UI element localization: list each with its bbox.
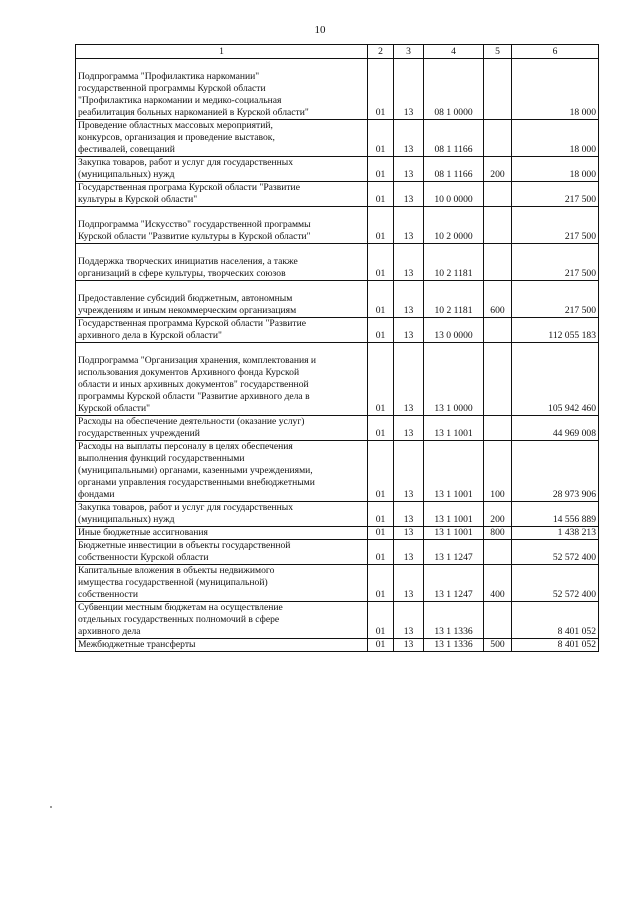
expense-type-code <box>484 540 512 565</box>
table-row <box>76 602 599 639</box>
section-code: 01 <box>368 602 394 639</box>
target-article-code: 08 1 1166 <box>424 157 484 182</box>
table-row <box>76 182 599 207</box>
subsection-code: 13 <box>394 244 424 281</box>
table-row <box>76 59 599 120</box>
expense-name: Расходы на выплаты персоналу в целях обеспечения выполнения функций государственными (муниципальными) органами, казенными учреждениями, органами управления государственными внебюджетными фондами <box>76 441 368 502</box>
expense-name: Закупка товаров, работ и услуг для государственных (муниципальных) нужд <box>76 157 368 182</box>
expense-type-code <box>484 120 512 157</box>
amount: 217 500 <box>512 281 599 318</box>
expense-name: Подпрограмма "Искусство" государственной программы Курской области "Развитие культуры в Курской области" <box>76 207 368 244</box>
expense-name: Субвенции местным бюджетам на осуществление отдельных государственных полномочий в сфере архивного дела <box>76 602 368 639</box>
target-article-code: 13 1 1247 <box>424 540 484 565</box>
expense-type-code: 400 <box>484 565 512 602</box>
target-article-code: 13 1 1336 <box>424 602 484 639</box>
target-article-code: 10 0 0000 <box>424 182 484 207</box>
target-article-code: 10 2 1181 <box>424 281 484 318</box>
amount: 105 942 460 <box>512 343 599 416</box>
target-article-code: 13 1 1001 <box>424 441 484 502</box>
expense-type-code <box>484 207 512 244</box>
header-row <box>76 45 599 59</box>
expense-type-code <box>484 182 512 207</box>
table-row <box>76 244 599 281</box>
expense-name: Бюджетные инвестиции в объекты государственной собственности Курской области <box>76 540 368 565</box>
section-code: 01 <box>368 244 394 281</box>
page-number: 10 <box>314 24 326 36</box>
target-article-code: 08 1 0000 <box>424 59 484 120</box>
target-article-code: 10 2 1181 <box>424 244 484 281</box>
amount: 14 556 889 <box>512 502 599 527</box>
expense-type-code: 800 <box>484 527 512 540</box>
amount: 44 969 008 <box>512 416 599 441</box>
section-code: 01 <box>368 318 394 343</box>
section-code: 01 <box>368 182 394 207</box>
expense-name: Предоставление субсидий бюджетным, автономным учреждениям и иным некоммерческим организациям <box>76 281 368 318</box>
amount: 52 572 400 <box>512 565 599 602</box>
section-code: 01 <box>368 441 394 502</box>
scan-speck <box>50 806 52 808</box>
subsection-code: 13 <box>394 540 424 565</box>
expense-name: Капитальные вложения в объекты недвижимого имущества государственной (муниципальной) собственности <box>76 565 368 602</box>
subsection-code: 13 <box>394 120 424 157</box>
section-code: 01 <box>368 120 394 157</box>
target-article-code: 13 1 1001 <box>424 416 484 441</box>
table-row <box>76 343 599 416</box>
section-code: 01 <box>368 502 394 527</box>
subsection-code: 13 <box>394 502 424 527</box>
expense-type-code <box>484 244 512 281</box>
expense-type-code <box>484 343 512 416</box>
expense-name: Проведение областных массовых мероприятий, конкурсов, организация и проведение выставок, фестивалей, совещаний <box>76 120 368 157</box>
section-code: 01 <box>368 343 394 416</box>
expense-name: Государственная програма Курской области "Развитие культуры в Курской области" <box>76 182 368 207</box>
table-row <box>76 157 599 182</box>
expense-type-code: 200 <box>484 157 512 182</box>
amount: 217 500 <box>512 207 599 244</box>
amount: 52 572 400 <box>512 540 599 565</box>
expense-name: Иные бюджетные ассигнования <box>76 527 368 540</box>
table-row <box>76 565 599 602</box>
table-row <box>76 318 599 343</box>
subsection-code: 13 <box>394 182 424 207</box>
expense-name: Подпрограмма "Профилактика наркомании" государственной программы Курской области "Профилактика наркомании и медико-социальная реабилитация больных наркоманией в Курской области" <box>76 59 368 120</box>
header-col-3: 3 <box>394 45 424 59</box>
target-article-code: 13 1 1001 <box>424 502 484 527</box>
subsection-code: 13 <box>394 416 424 441</box>
table-row <box>76 281 599 318</box>
expense-type-code: 200 <box>484 502 512 527</box>
section-code: 01 <box>368 59 394 120</box>
table-row <box>76 416 599 441</box>
section-code: 01 <box>368 281 394 318</box>
header-col-6: 6 <box>512 45 599 59</box>
subsection-code: 13 <box>394 281 424 318</box>
expense-type-code <box>484 602 512 639</box>
table-row <box>76 441 599 502</box>
section-code: 01 <box>368 157 394 182</box>
header-col-4: 4 <box>424 45 484 59</box>
subsection-code: 13 <box>394 343 424 416</box>
expense-name: Расходы на обеспечение деятельности (оказание услуг) государственных учреждений <box>76 416 368 441</box>
expense-type-code: 100 <box>484 441 512 502</box>
amount: 18 000 <box>512 157 599 182</box>
subsection-code: 13 <box>394 639 424 652</box>
expense-name: Подпрограмма "Организация хранения, комплектования и использования документов Архивного фонда Курской области и иных архивных документов" государственной программы Курской области "Развитие архивного дела в Курской области" <box>76 343 368 416</box>
amount: 28 973 906 <box>512 441 599 502</box>
subsection-code: 13 <box>394 527 424 540</box>
amount: 8 401 052 <box>512 639 599 652</box>
subsection-code: 13 <box>394 59 424 120</box>
header-col-5: 5 <box>484 45 512 59</box>
table-row <box>76 527 599 540</box>
expense-type-code: 600 <box>484 281 512 318</box>
expense-name: Государственная программа Курской области "Развитие архивного дела в Курской области" <box>76 318 368 343</box>
section-code: 01 <box>368 565 394 602</box>
table-row <box>76 120 599 157</box>
budget-table <box>75 44 599 652</box>
table-row <box>76 639 599 652</box>
expense-name: Поддержка творческих инициатив населения, а также организаций в сфере культуры, творческих союзов <box>76 244 368 281</box>
section-code: 01 <box>368 527 394 540</box>
target-article-code: 08 1 1166 <box>424 120 484 157</box>
amount: 217 500 <box>512 244 599 281</box>
table-row <box>76 502 599 527</box>
target-article-code: 13 1 1001 <box>424 527 484 540</box>
subsection-code: 13 <box>394 441 424 502</box>
table-row <box>76 207 599 244</box>
amount: 18 000 <box>512 59 599 120</box>
expense-type-code <box>484 318 512 343</box>
expense-name: Межбюджетные трансферты <box>76 639 368 652</box>
target-article-code: 13 0 0000 <box>424 318 484 343</box>
expense-name: Закупка товаров, работ и услуг для государственных (муниципальных) нужд <box>76 502 368 527</box>
amount: 1 438 213 <box>512 527 599 540</box>
subsection-code: 13 <box>394 157 424 182</box>
expense-type-code <box>484 59 512 120</box>
section-code: 01 <box>368 540 394 565</box>
subsection-code: 13 <box>394 602 424 639</box>
amount: 8 401 052 <box>512 602 599 639</box>
subsection-code: 13 <box>394 318 424 343</box>
subsection-code: 13 <box>394 565 424 602</box>
target-article-code: 10 2 0000 <box>424 207 484 244</box>
section-code: 01 <box>368 416 394 441</box>
section-code: 01 <box>368 207 394 244</box>
expense-type-code: 500 <box>484 639 512 652</box>
amount: 18 000 <box>512 120 599 157</box>
target-article-code: 13 1 0000 <box>424 343 484 416</box>
header-col-2: 2 <box>368 45 394 59</box>
amount: 112 055 183 <box>512 318 599 343</box>
header-col-1: 1 <box>76 45 368 59</box>
target-article-code: 13 1 1247 <box>424 565 484 602</box>
subsection-code: 13 <box>394 207 424 244</box>
amount: 217 500 <box>512 182 599 207</box>
table-row <box>76 540 599 565</box>
expense-type-code <box>484 416 512 441</box>
target-article-code: 13 1 1336 <box>424 639 484 652</box>
section-code: 01 <box>368 639 394 652</box>
